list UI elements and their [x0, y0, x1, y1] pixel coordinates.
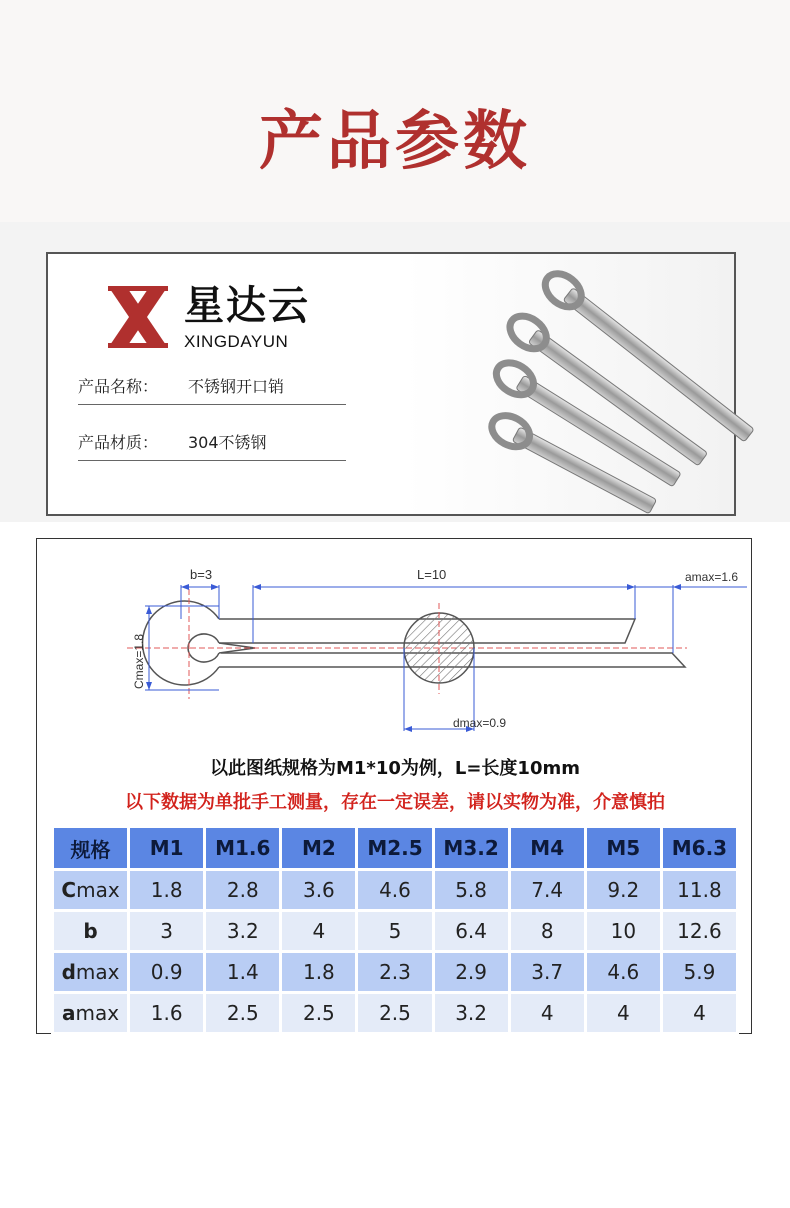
spec-corner-header: 规格 [53, 827, 129, 870]
spec-cell: 2.8 [205, 870, 281, 911]
measurement-note: 以下数据为单批手工测量，存在一定误差，请以实物为准，介意慎拍 [125, 792, 665, 813]
spec-cell: 1.8 [129, 870, 205, 911]
dim-dmax-label: dmax=0.9 [453, 716, 507, 730]
dim-L-label: L=10 [417, 567, 447, 582]
dim-cmax-label: Cmax=1.8 [132, 633, 146, 689]
xingdayun-logo-icon [108, 286, 168, 348]
spec-card [36, 538, 752, 1034]
spec-cell: 3.6 [281, 870, 357, 911]
spec-cell: 4 [661, 993, 737, 1034]
spec-cell: 2.5 [281, 993, 357, 1034]
product-name-label: 产品名称： [78, 377, 159, 396]
product-name-row [78, 374, 346, 405]
example-caption: 以此图纸规格为M1*10为例，L=长度10mm [209, 758, 580, 779]
cotter-pin-drawing [87, 559, 739, 759]
spec-cell: 5 [357, 911, 433, 952]
spec-cell: 4.6 [357, 870, 433, 911]
spec-cell: 5.8 [433, 870, 509, 911]
brand-name-en: XINGDAYUN [184, 332, 289, 351]
brand-card [46, 252, 736, 516]
spec-cell: 2.9 [433, 952, 509, 993]
spec-cell: 7.4 [509, 870, 585, 911]
spec-cell: 11.8 [661, 870, 737, 911]
spec-row-dmax [53, 952, 738, 993]
spec-cell: 3.2 [205, 911, 281, 952]
spec-cell: 3 [129, 911, 205, 952]
spec-col-header: M5 [585, 827, 661, 870]
spec-cell: 2.5 [357, 993, 433, 1034]
spec-col-header: M3.2 [433, 827, 509, 870]
spec-cell: 4 [585, 993, 661, 1034]
brand-name-cn: 星达云 [184, 283, 310, 329]
spec-cell: 1.4 [205, 952, 281, 993]
spec-table-header-row [53, 827, 738, 870]
cotter-pins-photo [448, 264, 728, 514]
spec-cell: 2.5 [205, 993, 281, 1034]
spec-cell: 5.9 [661, 952, 737, 993]
dim-amax-label: amax=1.6 [685, 570, 739, 584]
spec-cell: 2.3 [357, 952, 433, 993]
product-material-label: 产品材质： [78, 433, 159, 452]
spec-col-header: M1.6 [205, 827, 281, 870]
spec-col-header: M6.3 [661, 827, 737, 870]
spec-row-amax [53, 993, 738, 1034]
spec-row-head: b [53, 911, 129, 952]
spec-row-cmax [53, 870, 738, 911]
spec-cell: 8 [509, 911, 585, 952]
spec-col-header: M2 [281, 827, 357, 870]
spec-cell: 4 [281, 911, 357, 952]
spec-cell: 10 [585, 911, 661, 952]
spec-col-header: M2.5 [357, 827, 433, 870]
spec-cell: 4.6 [585, 952, 661, 993]
spec-cell: 1.6 [129, 993, 205, 1034]
spec-row-head: dmax [53, 952, 129, 993]
spec-cell: 1.8 [281, 952, 357, 993]
spec-col-header: M1 [129, 827, 205, 870]
spec-row-head: amax [53, 993, 129, 1034]
spec-cell: 12.6 [661, 911, 737, 952]
spec-cell: 3.7 [509, 952, 585, 993]
product-name-value: 不锈钢开口销 [188, 377, 285, 396]
spec-row-b [53, 911, 738, 952]
dim-b-label: b=3 [190, 567, 213, 582]
spec-col-header: M4 [509, 827, 585, 870]
spec-row-head: Cmax [53, 870, 129, 911]
page-title: 产品参数 [259, 105, 531, 179]
spec-table [51, 825, 739, 1035]
spec-cell: 0.9 [129, 952, 205, 993]
spec-cell: 3.2 [433, 993, 509, 1034]
product-material-value: 304不锈钢 [188, 433, 267, 452]
spec-cell: 9.2 [585, 870, 661, 911]
spec-cell: 6.4 [433, 911, 509, 952]
product-material-row [78, 430, 346, 461]
spec-cell: 4 [509, 993, 585, 1034]
